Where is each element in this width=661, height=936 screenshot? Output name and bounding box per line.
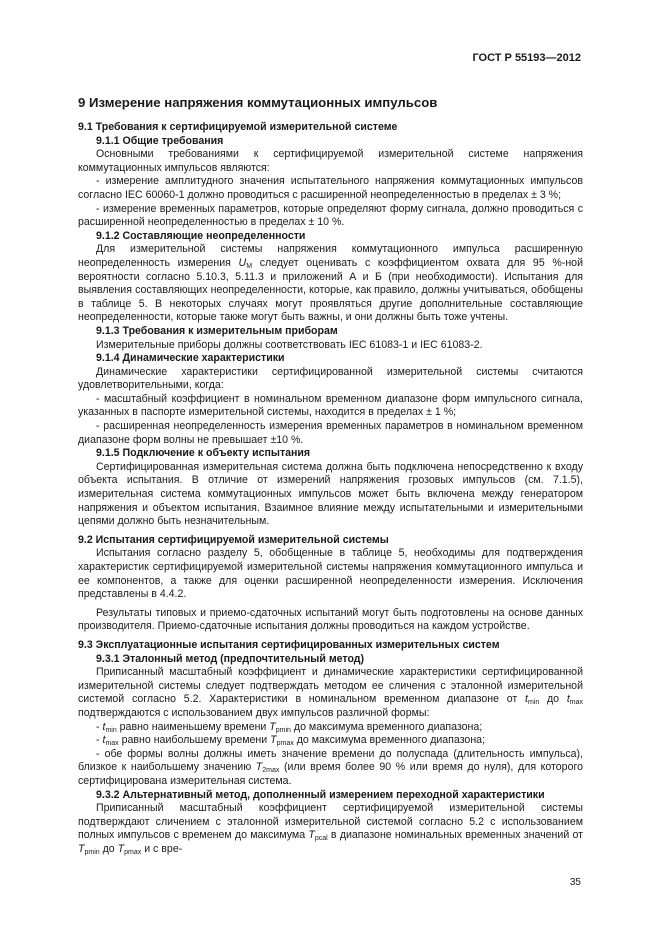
subscript: max xyxy=(105,740,119,748)
list-item xyxy=(78,721,583,735)
heading-9-1-5: 9.1.5 Подключение к объекту испытания xyxy=(96,447,311,460)
subscript: pmax xyxy=(276,740,294,748)
subscript: min xyxy=(527,699,540,707)
subscript: 2max xyxy=(262,767,280,775)
text-run: равно наибольшему времени xyxy=(118,734,271,747)
standard-header: ГОСТ Р 55193—2012 xyxy=(472,52,581,64)
list-item: - масштабный коэффициент в номинальном временном диапазоне форм импульсного сигнала, указанных в паспорте измерительной системы, находится в пределах ± 1 %; xyxy=(78,392,583,419)
text-run: следует оценивать с коэффициентом охвата для 95 %-ной вероятности согласно 5.10.3, 5.11.3 и приложений А и Б (при необходимости). Испытания для выявления составляющих неопределенности, которые, как правило, должны учитываться, обобщены в таблице 5. В некоторых случаях могут проявляться другие дополнительные составляющие неопределенности, которые также могут быть важны, и они должны быть тоже учтены. xyxy=(78,256,583,324)
symbol-t-upper: T xyxy=(255,761,263,774)
text-run: - xyxy=(96,720,103,733)
list-item: - измерение амплитудного значения испытательного напряжения коммутационных импульсов согласно IEC 60060-1 должно проводиться с расширенной неопределенностью в пределах ± 3 %; xyxy=(78,175,583,201)
symbol-t: t xyxy=(102,720,106,733)
paragraph xyxy=(78,802,583,856)
heading-9-3: 9.3 Эксплуатационные испытания сертифицированных измерительных систем xyxy=(78,638,500,651)
subscript: max xyxy=(569,699,584,707)
subscript: M xyxy=(246,262,253,270)
heading-9-3-2: 9.3.2 Альтернативный метод, дополненный измерением переходной характеристики xyxy=(96,788,545,801)
list-item xyxy=(78,748,583,789)
text-run: - обе формы волны должны иметь значение времени до полуспада (длительность импульса), близкое к наибольшему значению xyxy=(78,747,583,774)
page-content xyxy=(78,94,583,856)
paragraph: Испытания согласно разделу 5, обобщенные в таблице 5, необходимы для подтверждения характеристик сертифицируемой измерительной системы напряжения коммутационного импульса и ее компонентов, а также для оценки расширенной неопределенности измерения. Исключения представлены в 4.4.2. xyxy=(78,547,583,601)
subscript: pmax xyxy=(124,848,142,856)
heading-9-1-2: 9.1.2 Составляющие неопределенности xyxy=(96,229,306,242)
paragraph: Динамические характеристики сертифицированной измерительной системы считаются удовлетворительными, когда: xyxy=(78,365,583,392)
symbol-t: t xyxy=(525,693,528,706)
heading-9-1: 9.1 Требования к сертифицируемой измерительной системе xyxy=(78,121,398,133)
subscript: pcal xyxy=(314,835,328,843)
paragraph: Основными требованиями к сертифицируемой измерительной системе напряжения коммутационных импульсов являются: xyxy=(78,148,583,174)
symbol-t-upper: T xyxy=(117,842,125,855)
text-run: до максимума временного диапазона; xyxy=(290,720,483,733)
subscript: pmin xyxy=(275,726,291,734)
text-run: равно наименьшему времени xyxy=(116,720,270,733)
heading-9-3-1: 9.3.1 Эталонный метод (предпочтительный метод) xyxy=(96,652,365,665)
text-run: подтверждаются с использованием двух импульсов различной формы: xyxy=(78,706,430,719)
heading-9-2: 9.2 Испытания сертифицируемой измерительной системы xyxy=(78,533,389,546)
symbol-t-upper: T xyxy=(270,734,277,747)
text-run: в диапазоне номинальных временных значений от xyxy=(327,829,584,842)
list-item: - расширенная неопределенность измерения временных параметров в номинальном временном диапазоне форм волны не превышает ±10 %. xyxy=(78,420,583,446)
paragraph: Сертифицированная измерительная система должна быть подключена непосредственно к входу объекта испытания. В отличие от измерений напряжения грозовых импульсов (см. 7.1.5), измерительная система коммутационных импульсов может быть включена между генератором напряжения и объектом испытания. Взаимное влияние между испытательными и измерительными цепями должно быть незначительным. xyxy=(78,460,583,528)
text-run: Приписанный масштабный коэффициент сертифицируемой измерительной системы подтверждают сличением с эталонной измерительной системой согласно 5.2 с использованием полных импульсов с временем до максимума xyxy=(78,802,583,842)
list-item xyxy=(78,734,583,748)
subscript: pmin xyxy=(84,848,100,856)
symbol-u: U xyxy=(238,256,247,269)
paragraph xyxy=(78,666,583,720)
section-title: 9 Измерение напряжения коммутационных импульсов xyxy=(78,95,438,110)
text-run: - xyxy=(96,734,103,747)
subscript: min xyxy=(105,726,117,734)
text-run: (или время более 90 % или время до нуля), для которого сертифицирована измерительная система. xyxy=(78,761,583,787)
heading-9-1-1: 9.1.1 Общие требования xyxy=(96,134,224,147)
page-number: 35 xyxy=(569,877,581,888)
text-run: Для измерительной системы напряжения коммутационного импульса расширенную неопределенность измерения xyxy=(78,243,583,269)
symbol-t: t xyxy=(102,734,106,747)
symbol-t-upper: T xyxy=(78,842,85,855)
text-run: до xyxy=(99,842,118,855)
text-run: до максимума временного диапазона; xyxy=(293,734,486,747)
paragraph: Измерительные приборы должны соответствовать IEC 61083-1 и IEC 61083-2. xyxy=(96,338,483,351)
paragraph xyxy=(78,243,583,325)
text-run: Приписанный масштабный коэффициент и динамические характеристики сертифицированной измерительной системы следует подтверждать методом ее сличения с эталонной измерительной системой согласно 5.2. Характеристики в номинальном временном диапазоне от xyxy=(78,666,583,706)
text-run: до xyxy=(539,693,567,706)
text-run: и с вре- xyxy=(141,842,183,855)
paragraph: Результаты типовых и приемо-сдаточных испытаний могут быть подготовлены на основе данных производителя. Приемо-сдаточные испытания должны проводиться на каждом устройстве. xyxy=(78,606,583,633)
symbol-t-upper: T xyxy=(308,829,315,842)
heading-9-1-3: 9.1.3 Требования к измерительным приборам xyxy=(96,324,338,337)
symbol-t-upper: T xyxy=(269,720,276,733)
heading-9-1-4: 9.1.4 Динамические характеристики xyxy=(96,352,285,365)
symbol-t: t xyxy=(566,693,570,706)
list-item: - измерение временных параметров, которые определяют форму сигнала, должно проводиться с расширенной неопределенностью в пределах ± 10 %. xyxy=(78,202,583,229)
